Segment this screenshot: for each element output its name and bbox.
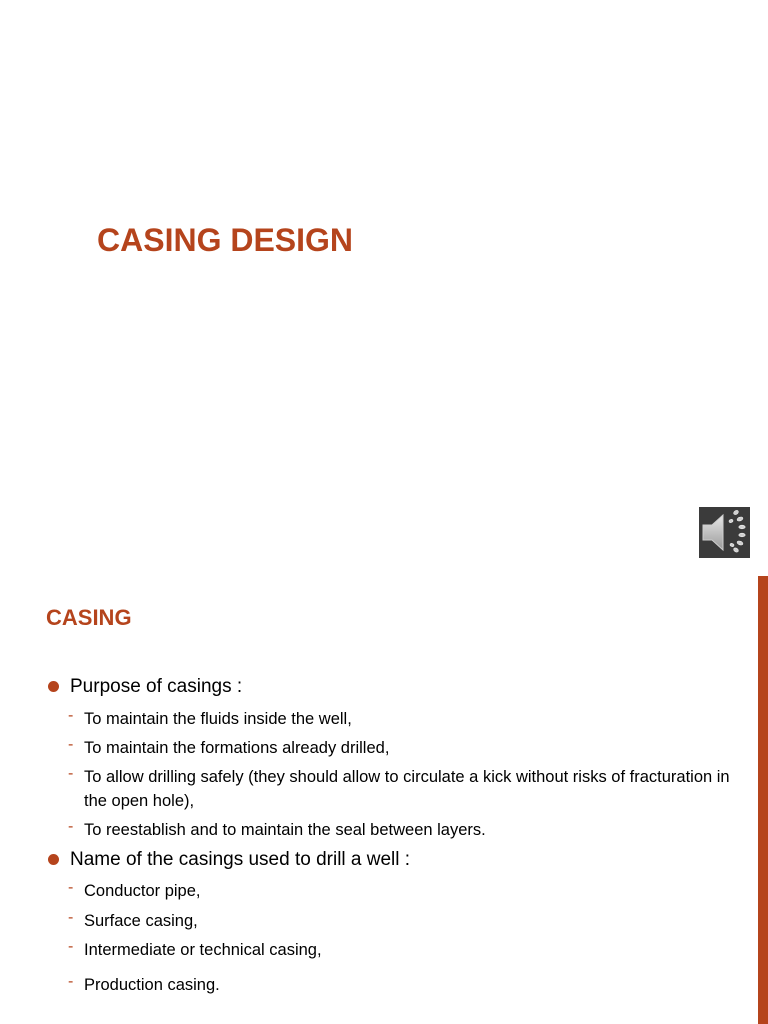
dash-icon: - <box>68 938 74 955</box>
sub-bullet-item <box>68 879 734 903</box>
dash-icon: - <box>68 707 74 724</box>
slide-title: CASING <box>46 605 132 630</box>
dash-icon: - <box>68 973 74 990</box>
sub-bullet-text: To maintain the formations already drilled, <box>84 739 390 757</box>
sub-bullet-item <box>68 707 734 731</box>
sub-bullet-text: Production casing. <box>84 976 220 994</box>
sub-bullet-item <box>68 909 734 933</box>
dash-icon: - <box>68 909 74 926</box>
content-slide <box>0 576 768 1024</box>
sub-bullet-item <box>68 765 734 813</box>
bullet-item <box>70 676 242 698</box>
sub-bullet-text: Conductor pipe, <box>84 882 201 900</box>
sub-bullet-text: To allow drilling safely (they should allow to circulate a kick without risks of fracturation in the open hole), <box>84 768 730 810</box>
bullet-text: Name of the casings used to drill a well : <box>70 849 411 870</box>
accent-bar <box>758 576 768 1024</box>
bullet-dot-icon <box>48 854 59 865</box>
bullet-text: Purpose of casings : <box>70 676 243 697</box>
sub-bullet-text: To reestablish and to maintain the seal between layers. <box>84 821 486 839</box>
sub-bullet-text: Intermediate or technical casing, <box>84 941 322 959</box>
speaker-icon[interactable] <box>699 507 750 558</box>
dash-icon: - <box>68 879 74 896</box>
sub-bullet-text: To maintain the fluids inside the well, <box>84 710 352 728</box>
sub-bullet-item <box>68 938 734 962</box>
slide-title: CASING DESIGN <box>97 222 354 258</box>
bullet-dot-icon <box>48 681 59 692</box>
sub-bullet-text: Surface casing, <box>84 912 198 930</box>
dash-icon: - <box>68 818 74 835</box>
bullet-item <box>70 849 410 871</box>
sub-bullet-item <box>68 818 734 842</box>
dash-icon: - <box>68 765 74 782</box>
sub-bullet-item <box>68 736 734 760</box>
sub-bullet-item <box>68 973 734 997</box>
dash-icon: - <box>68 736 74 753</box>
